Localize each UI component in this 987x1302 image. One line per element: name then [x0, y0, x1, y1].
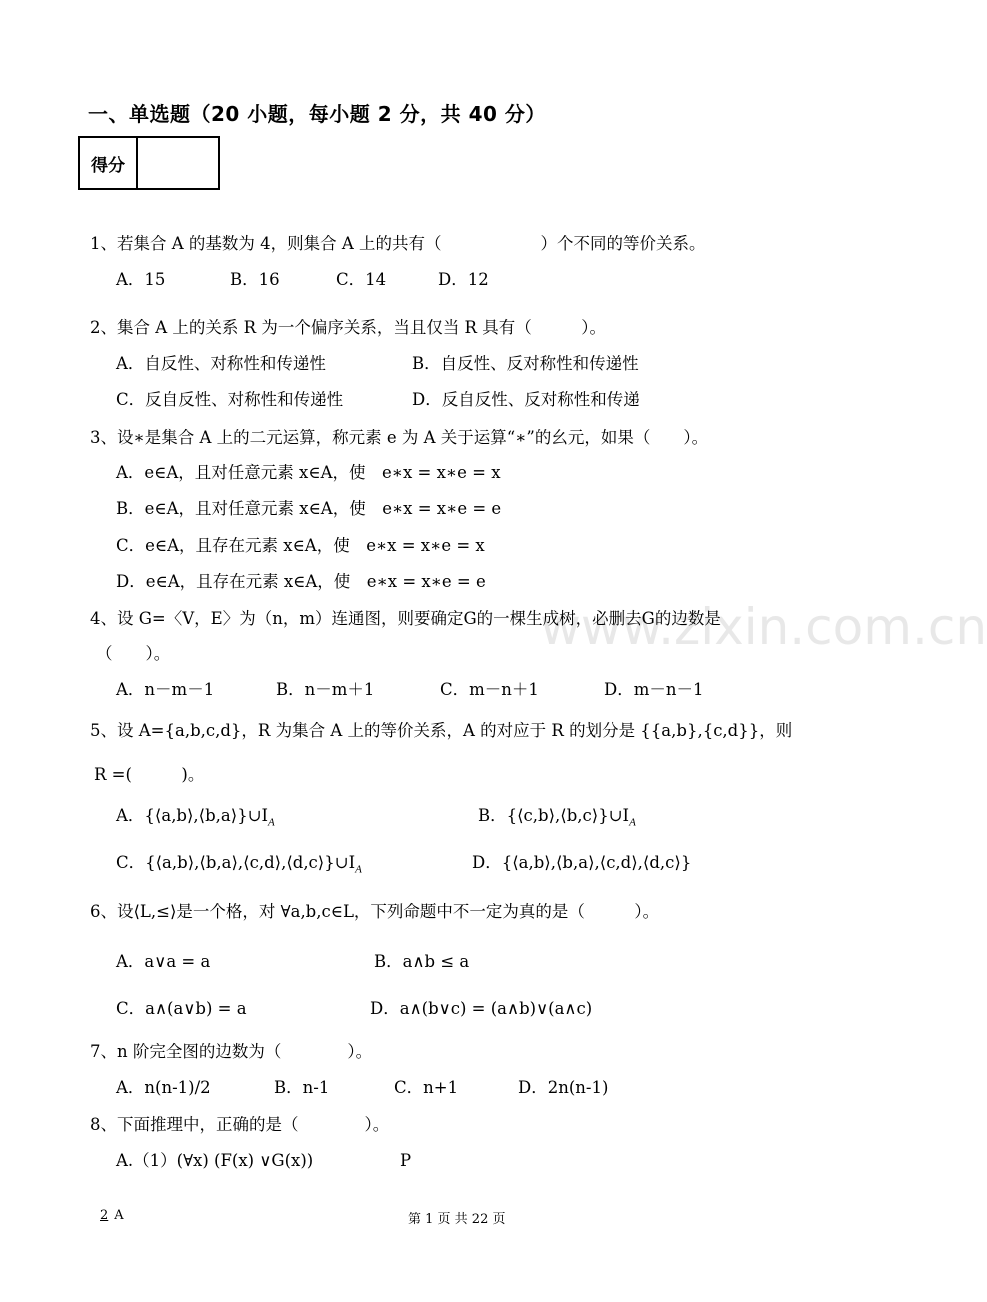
- q6-option-d: D．a∧(b∨c) = (a∧b)∨(a∧c): [370, 999, 593, 1018]
- q7-option-a: A．n(n-1)/2: [116, 1078, 211, 1097]
- q5-option-b: [478, 805, 636, 833]
- question-8-text: 8、下面推理中，正确的是（ ）。: [90, 1115, 390, 1134]
- question-6-text: 6、设⟨L,≤⟩是一个格，对 ∀a,b,c∈L，下列命题中不一定为真的是（ ）。: [90, 902, 660, 921]
- footer-left: [94, 1208, 124, 1223]
- q2-option-b: B．自反性、反对称性和传递性: [412, 354, 639, 373]
- q2-option-c: C．反自反性、对称性和传递性: [116, 390, 344, 409]
- q7-option-b: B．n-1: [274, 1078, 330, 1097]
- q4-option-c: C．m－n＋1: [440, 680, 539, 699]
- q5-option-c: [116, 852, 362, 880]
- score-value-cell[interactable]: [138, 138, 218, 188]
- q4-option-a: A．n－m－1: [116, 680, 215, 699]
- question-3-text: 3、设∗是集合 A 上的二元运算，称元素 e 为 A 关于运算“∗”的幺元，如果（ ）。: [90, 428, 709, 447]
- footer-paper-letter: A: [114, 1208, 124, 1223]
- question-2-text: 2、集合 A 上的关系 R 为一个偏序关系，当且仅当 R 具有（ ）。: [90, 318, 606, 337]
- q3-option-b: B．e∈A，且对任意元素 x∈A，使 e∗x = x∗e = e: [116, 499, 502, 518]
- question-4-text-cont: （ ）。: [96, 644, 171, 663]
- footer-page-num: 2: [100, 1208, 109, 1223]
- score-label: 得分: [80, 138, 138, 188]
- q1-option-b: B．16: [230, 270, 280, 289]
- q5-option-a: [116, 805, 275, 833]
- q2-option-a: A．自反性、对称性和传递性: [116, 354, 326, 373]
- question-4-text: 4、设 G=〈V，E〉为（n，m）连通图，则要确定G的一棵生成树，必删去G的边数是: [90, 609, 721, 628]
- q5-option-b-subscript: A: [629, 816, 636, 829]
- q5-option-a-subscript: A: [268, 816, 275, 829]
- q3-option-a: A．e∈A，且对任意元素 x∈A，使 e∗x = x∗e = x: [116, 463, 501, 482]
- q7-option-d: D．2n(n-1): [518, 1078, 609, 1097]
- q1-option-c: C．14: [336, 270, 387, 289]
- q8-premise-label: P: [400, 1151, 412, 1170]
- question-7-text: 7、n 阶完全图的边数为（ ）。: [90, 1042, 373, 1061]
- q5-option-c-subscript: A: [355, 863, 362, 876]
- q6-option-c: C．a∧(a∨b) = a: [116, 999, 247, 1018]
- q5-option-b-text: B．{⟨c,b⟩,⟨b,c⟩}∪I: [478, 806, 630, 825]
- q4-option-d: D．m－n－1: [604, 680, 704, 699]
- footer-page-info: 第 1 页 共 22 页: [408, 1212, 506, 1227]
- watermark: www.zixin.com.cn: [540, 598, 987, 656]
- q4-option-b: B．n－m＋1: [276, 680, 375, 699]
- question-1-text: 1、若集合 A 的基数为 4，则集合 A 上的共有（ ）个不同的等价关系。: [90, 234, 706, 253]
- score-box: [78, 136, 220, 190]
- q8-option-a: A.（1）(∀x) (F(x) ∨G(x)): [116, 1151, 314, 1170]
- q1-option-a: A．15: [116, 270, 166, 289]
- q6-option-a: A．a∨a = a: [116, 952, 211, 971]
- q6-option-b: B．a∧b ≤ a: [374, 952, 470, 971]
- q7-option-c: C．n+1: [394, 1078, 459, 1097]
- q2-option-d: D．反自反性、反对称性和传递: [412, 390, 640, 409]
- q5-option-d: D．{⟨a,b⟩,⟨b,a⟩,⟨c,d⟩,⟨d,c⟩}: [472, 853, 692, 872]
- q3-option-c: C．e∈A，且存在元素 x∈A，使 e∗x = x∗e = x: [116, 536, 485, 555]
- question-5-text: 5、设 A={a,b,c,d}，R 为集合 A 上的等价关系，A 的对应于 R 的划分是 {{a,b},{c,d}}，则: [90, 721, 793, 740]
- q5-option-c-text: C．{⟨a,b⟩,⟨b,a⟩,⟨c,d⟩,⟨d,c⟩}∪I: [116, 853, 356, 872]
- q1-option-d: D．12: [438, 270, 489, 289]
- q5-option-a-text: A．{⟨a,b⟩,⟨b,a⟩}∪I: [116, 806, 269, 825]
- section-title: 一、单选题（20 小题，每小题 2 分，共 40 分）: [88, 102, 546, 126]
- q3-option-d: D．e∈A，且存在元素 x∈A，使 e∗x = x∗e = e: [116, 572, 486, 591]
- question-5-text-cont: R =( )。: [94, 765, 205, 784]
